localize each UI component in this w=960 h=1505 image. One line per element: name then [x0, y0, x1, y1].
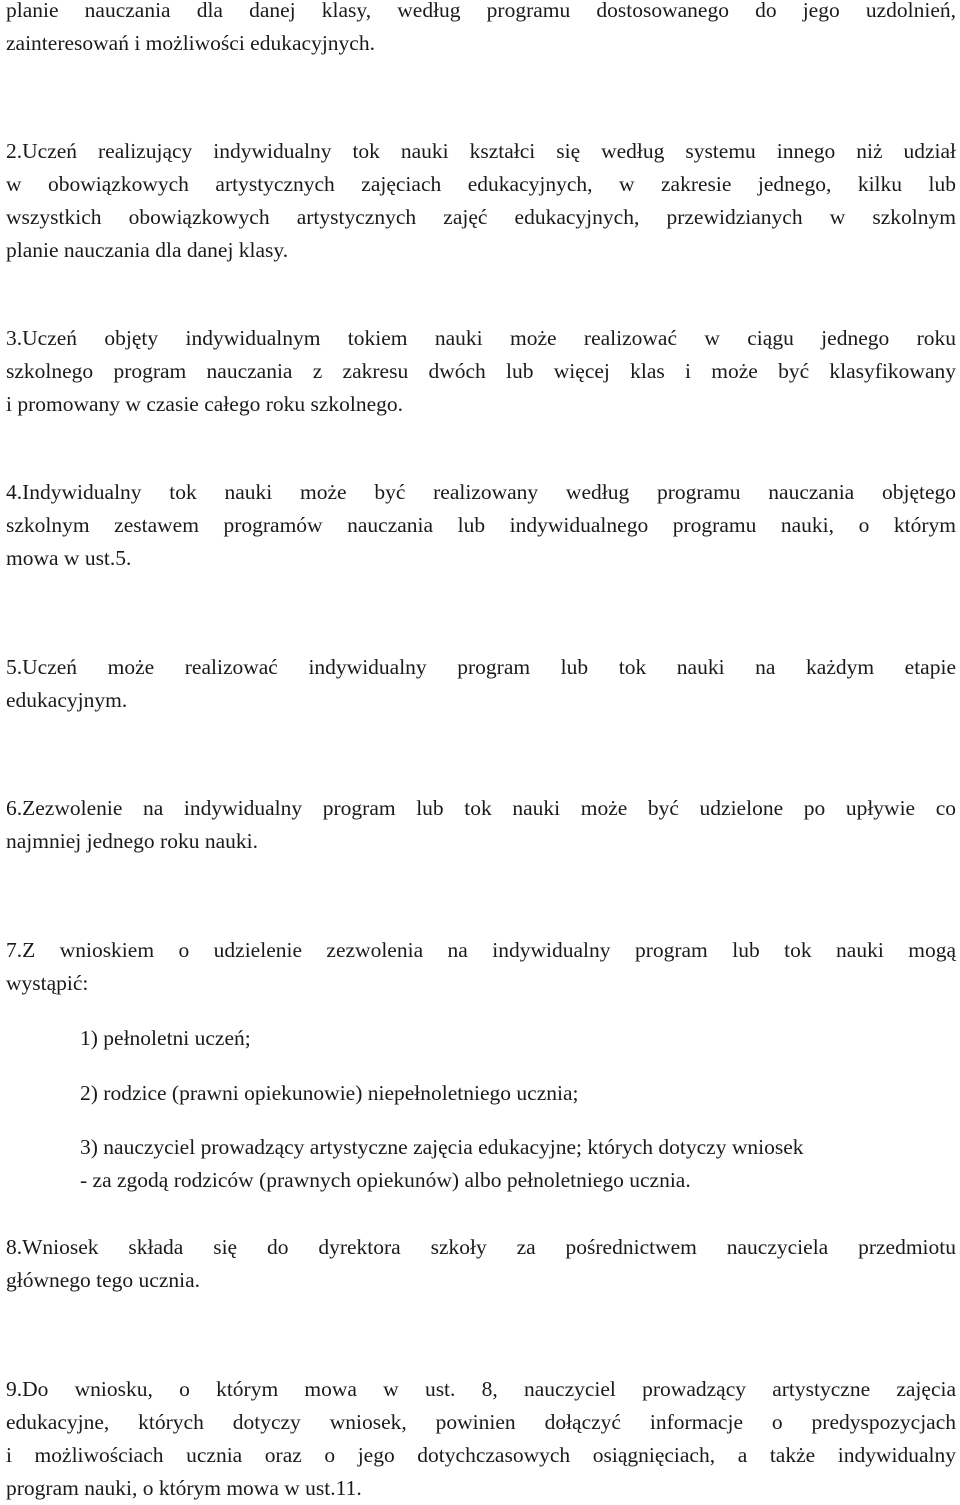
- text-line: wszystkich obowiązkowych artystycznych zajęć edukacyjnych, przewidzianych w szkolnym: [6, 205, 956, 229]
- list-item-text: 1) pełnoletni uczeń;: [80, 1026, 251, 1050]
- paragraph-4: [6, 476, 956, 575]
- text-line: szkolnym zestawem programów nauczania lub indywidualnego programu nauki, o którym: [6, 513, 956, 537]
- text-line: szkolnego program nauczania z zakresu dwóch lub więcej klas i może być klasyfikowany: [6, 359, 956, 383]
- list-item-text: 3) nauczyciel prowadzący artystyczne zajęcia edukacyjne; których dotyczy wniosek: [80, 1135, 804, 1159]
- list-item-text: 2) rodzice (prawni opiekunowie) niepełnoletniego ucznia;: [80, 1081, 579, 1105]
- text-line: 4.Indywidualny tok nauki może być realizowany według programu nauczania objętego: [6, 480, 956, 504]
- text-line: w obowiązkowych artystycznych zajęciach edukacyjnych, w zakresie jednego, kilku lub: [6, 172, 956, 196]
- text-line: program nauki, o którym mowa w ust.11.: [6, 1476, 362, 1500]
- text-line: edukacyjne, których dotyczy wniosek, powinien dołączyć informacje o predyspozycjach: [6, 1410, 956, 1434]
- text-line: wystąpić:: [6, 971, 89, 995]
- paragraph-6: [6, 792, 956, 858]
- text-line: 9.Do wniosku, o którym mowa w ust. 8, nauczyciel prowadzący artystyczne zajęcia: [6, 1377, 956, 1401]
- text-line: 7.Z wnioskiem o udzielenie zezwolenia na indywidualny program lub tok nauki mogą: [6, 938, 956, 962]
- paragraph-intro: [6, 0, 956, 60]
- paragraph-2: [6, 135, 956, 267]
- text-line: 6.Zezwolenie na indywidualny program lub tok nauki może być udzielone po upływie co: [6, 796, 956, 820]
- text-line: planie nauczania dla danej klasy, według programu dostosowanego do jego uzdolnień,: [6, 0, 956, 22]
- paragraph-7: [6, 934, 956, 1000]
- text-line: 3.Uczeń objęty indywidualnym tokiem nauki może realizować w ciągu jednego roku: [6, 326, 956, 350]
- list-item: [80, 1022, 960, 1055]
- text-line: najmniej jednego roku nauki.: [6, 829, 258, 853]
- paragraph-3: [6, 322, 956, 421]
- paragraph-9: [6, 1373, 956, 1505]
- text-line: 8.Wniosek składa się do dyrektora szkoły za pośrednictwem nauczyciela przedmiotu: [6, 1235, 956, 1259]
- text-line: i możliwościach ucznia oraz o jego dotychczasowych osiągnięciach, a także indywidualny: [6, 1443, 956, 1467]
- list-item-continuation: - za zgodą rodziców (prawnych opiekunów) albo pełnoletniego ucznia.: [80, 1168, 691, 1192]
- paragraph-5: [6, 651, 956, 717]
- text-line: zainteresowań i możliwości edukacyjnych.: [6, 31, 375, 55]
- text-line: głównego tego ucznia.: [6, 1268, 201, 1292]
- text-line: 2.Uczeń realizujący indywidualny tok nauki kształci się według systemu innego niż udział: [6, 139, 956, 163]
- text-line: i promowany w czasie całego roku szkolnego.: [6, 392, 404, 416]
- text-line: edukacyjnym.: [6, 688, 128, 712]
- text-line: 5.Uczeń może realizować indywidualny program lub tok nauki na każdym etapie: [6, 655, 956, 679]
- list-item: [80, 1077, 960, 1110]
- text-line: planie nauczania dla danej klasy.: [6, 238, 289, 262]
- list-item: [80, 1131, 960, 1197]
- text-line: mowa w ust.5.: [6, 546, 132, 570]
- paragraph-8: [6, 1231, 956, 1297]
